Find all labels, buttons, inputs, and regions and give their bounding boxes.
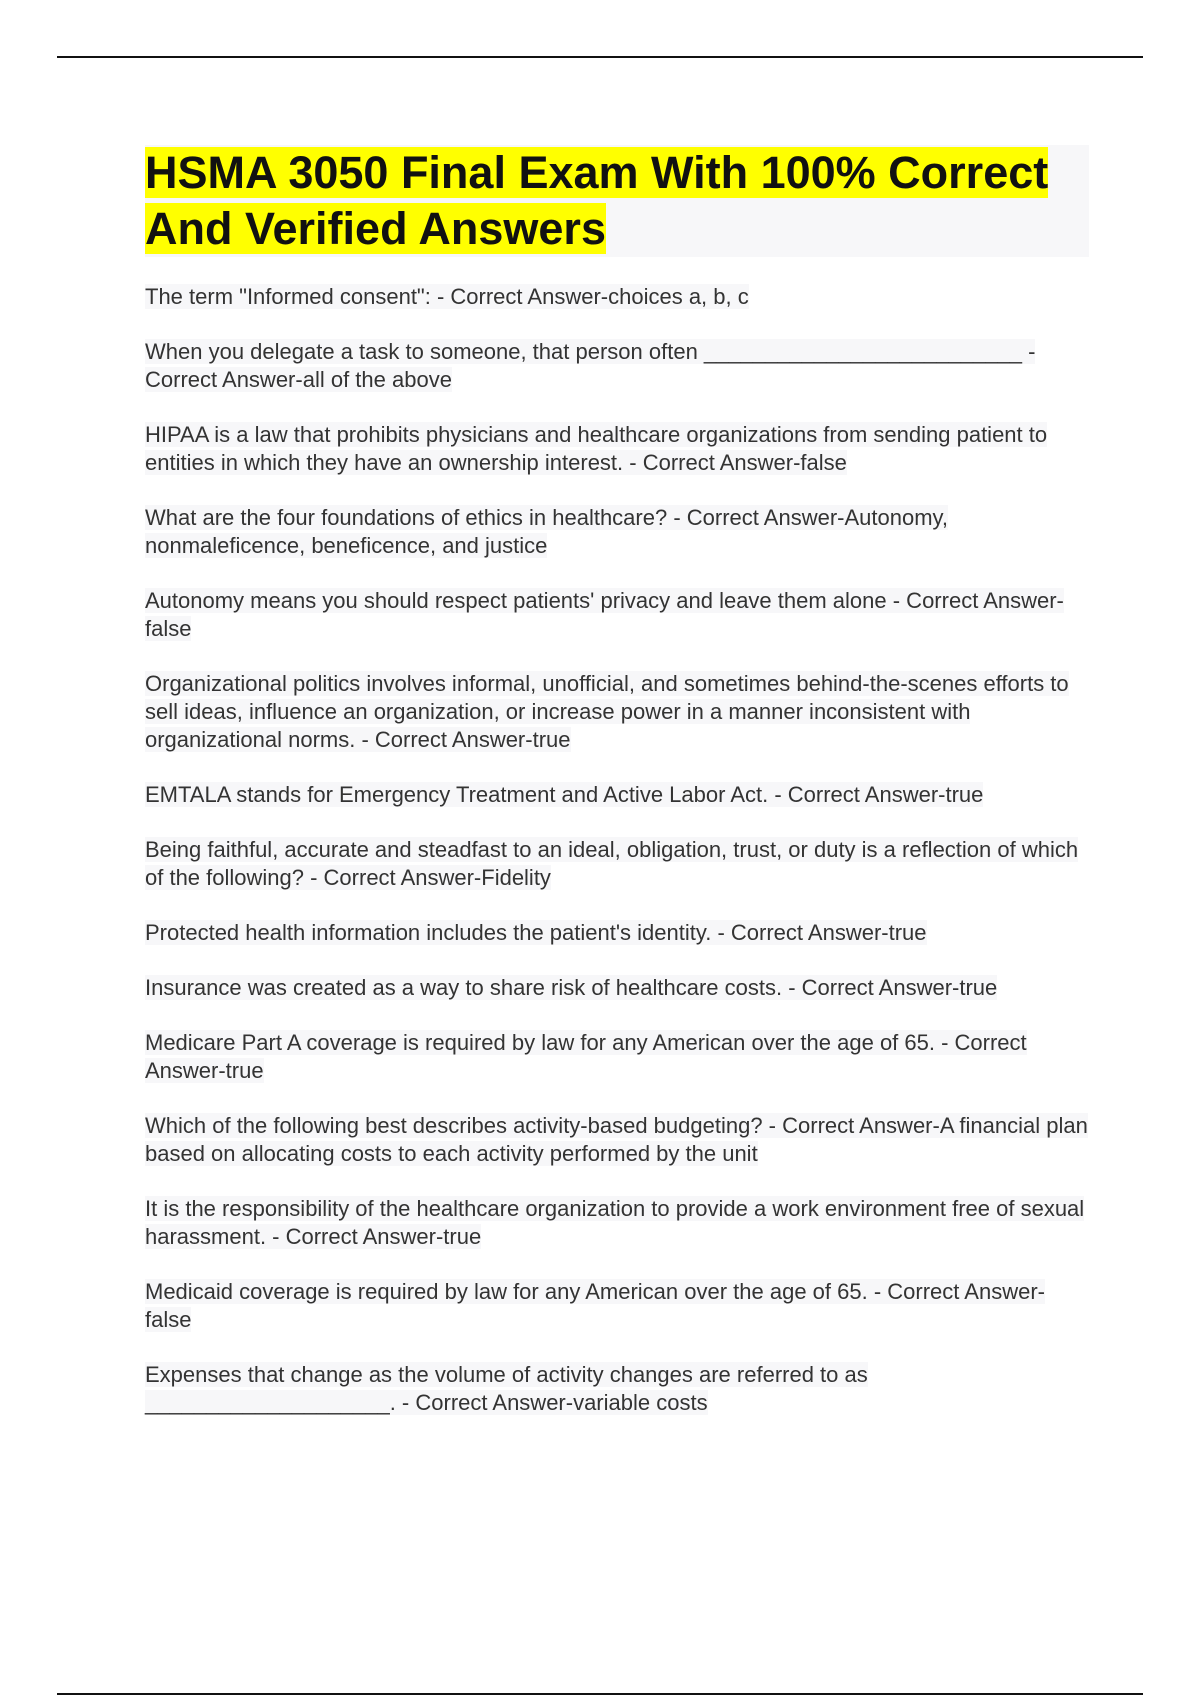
qa-item-text: When you delegate a task to someone, that person often __________________________ - Correct Answer-all of the above: [145, 339, 1036, 392]
qa-item-text: Autonomy means you should respect patients' privacy and leave them alone - Correct Answer-false: [145, 588, 1064, 641]
document-title: [145, 145, 1089, 257]
qa-item: [145, 421, 1089, 477]
document-body: [145, 145, 1089, 1444]
qa-item-text: Which of the following best describes activity-based budgeting? - Correct Answer-A financial plan based on allocating costs to each activity performed by the unit: [145, 1113, 1088, 1166]
qa-item-text: EMTALA stands for Emergency Treatment and Active Labor Act. - Correct Answer-true: [145, 782, 984, 807]
qa-item: [145, 974, 1089, 1002]
qa-item-text: Being faithful, accurate and steadfast to an ideal, obligation, trust, or duty is a reflection of which of the following? - Correct Answer-Fidelity: [145, 837, 1079, 890]
qa-item-text: Medicaid coverage is required by law for any American over the age of 65. - Correct Answer-false: [145, 1279, 1045, 1332]
qa-item: [145, 781, 1089, 809]
qa-item: [145, 283, 1089, 311]
qa-item: [145, 836, 1089, 892]
qa-item-text: Protected health information includes the patient's identity. - Correct Answer-true: [145, 920, 927, 945]
qa-item-text: What are the four foundations of ethics in healthcare? - Correct Answer-Autonomy, nonmaleficence, beneficence, and justice: [145, 505, 948, 558]
qa-item: [145, 504, 1089, 560]
qa-item: [145, 587, 1089, 643]
qa-item: [145, 1112, 1089, 1168]
qa-item-text: Medicare Part A coverage is required by law for any American over the age of 65. - Correct Answer-true: [145, 1030, 1027, 1083]
top-rule: [57, 56, 1143, 58]
qa-item: [145, 1195, 1089, 1251]
title-block: [145, 145, 1089, 257]
qa-item-text: Organizational politics involves informal, unofficial, and sometimes behind-the-scenes efforts to sell ideas, influence an organization, or increase power in a manner inconsistent with organizational norms. - Correct Answer-true: [145, 671, 1069, 752]
qa-item: [145, 338, 1089, 394]
qa-item-text: Insurance was created as a way to share risk of healthcare costs. - Correct Answer-true: [145, 975, 998, 1000]
qa-item: [145, 670, 1089, 754]
qa-item: [145, 919, 1089, 947]
qa-item: [145, 1278, 1089, 1334]
bottom-rule: [57, 1693, 1143, 1695]
qa-item-text: Expenses that change as the volume of activity changes are referred to as ____________________. - Correct Answer-variable costs: [145, 1362, 868, 1415]
qa-item: [145, 1029, 1089, 1085]
qa-item-text: The term "Informed consent": - Correct Answer-choices a, b, c: [145, 284, 749, 309]
qa-item: [145, 1361, 1089, 1417]
qa-item-text: It is the responsibility of the healthcare organization to provide a work environment free of sexual harassment. - Correct Answer-true: [145, 1196, 1085, 1249]
document-title-text: HSMA 3050 Final Exam With 100% Correct And Verified Answers: [145, 147, 1049, 254]
qa-item-text: HIPAA is a law that prohibits physicians and healthcare organizations from sending patient to entities in which they have an ownership interest. - Correct Answer-false: [145, 422, 1048, 475]
